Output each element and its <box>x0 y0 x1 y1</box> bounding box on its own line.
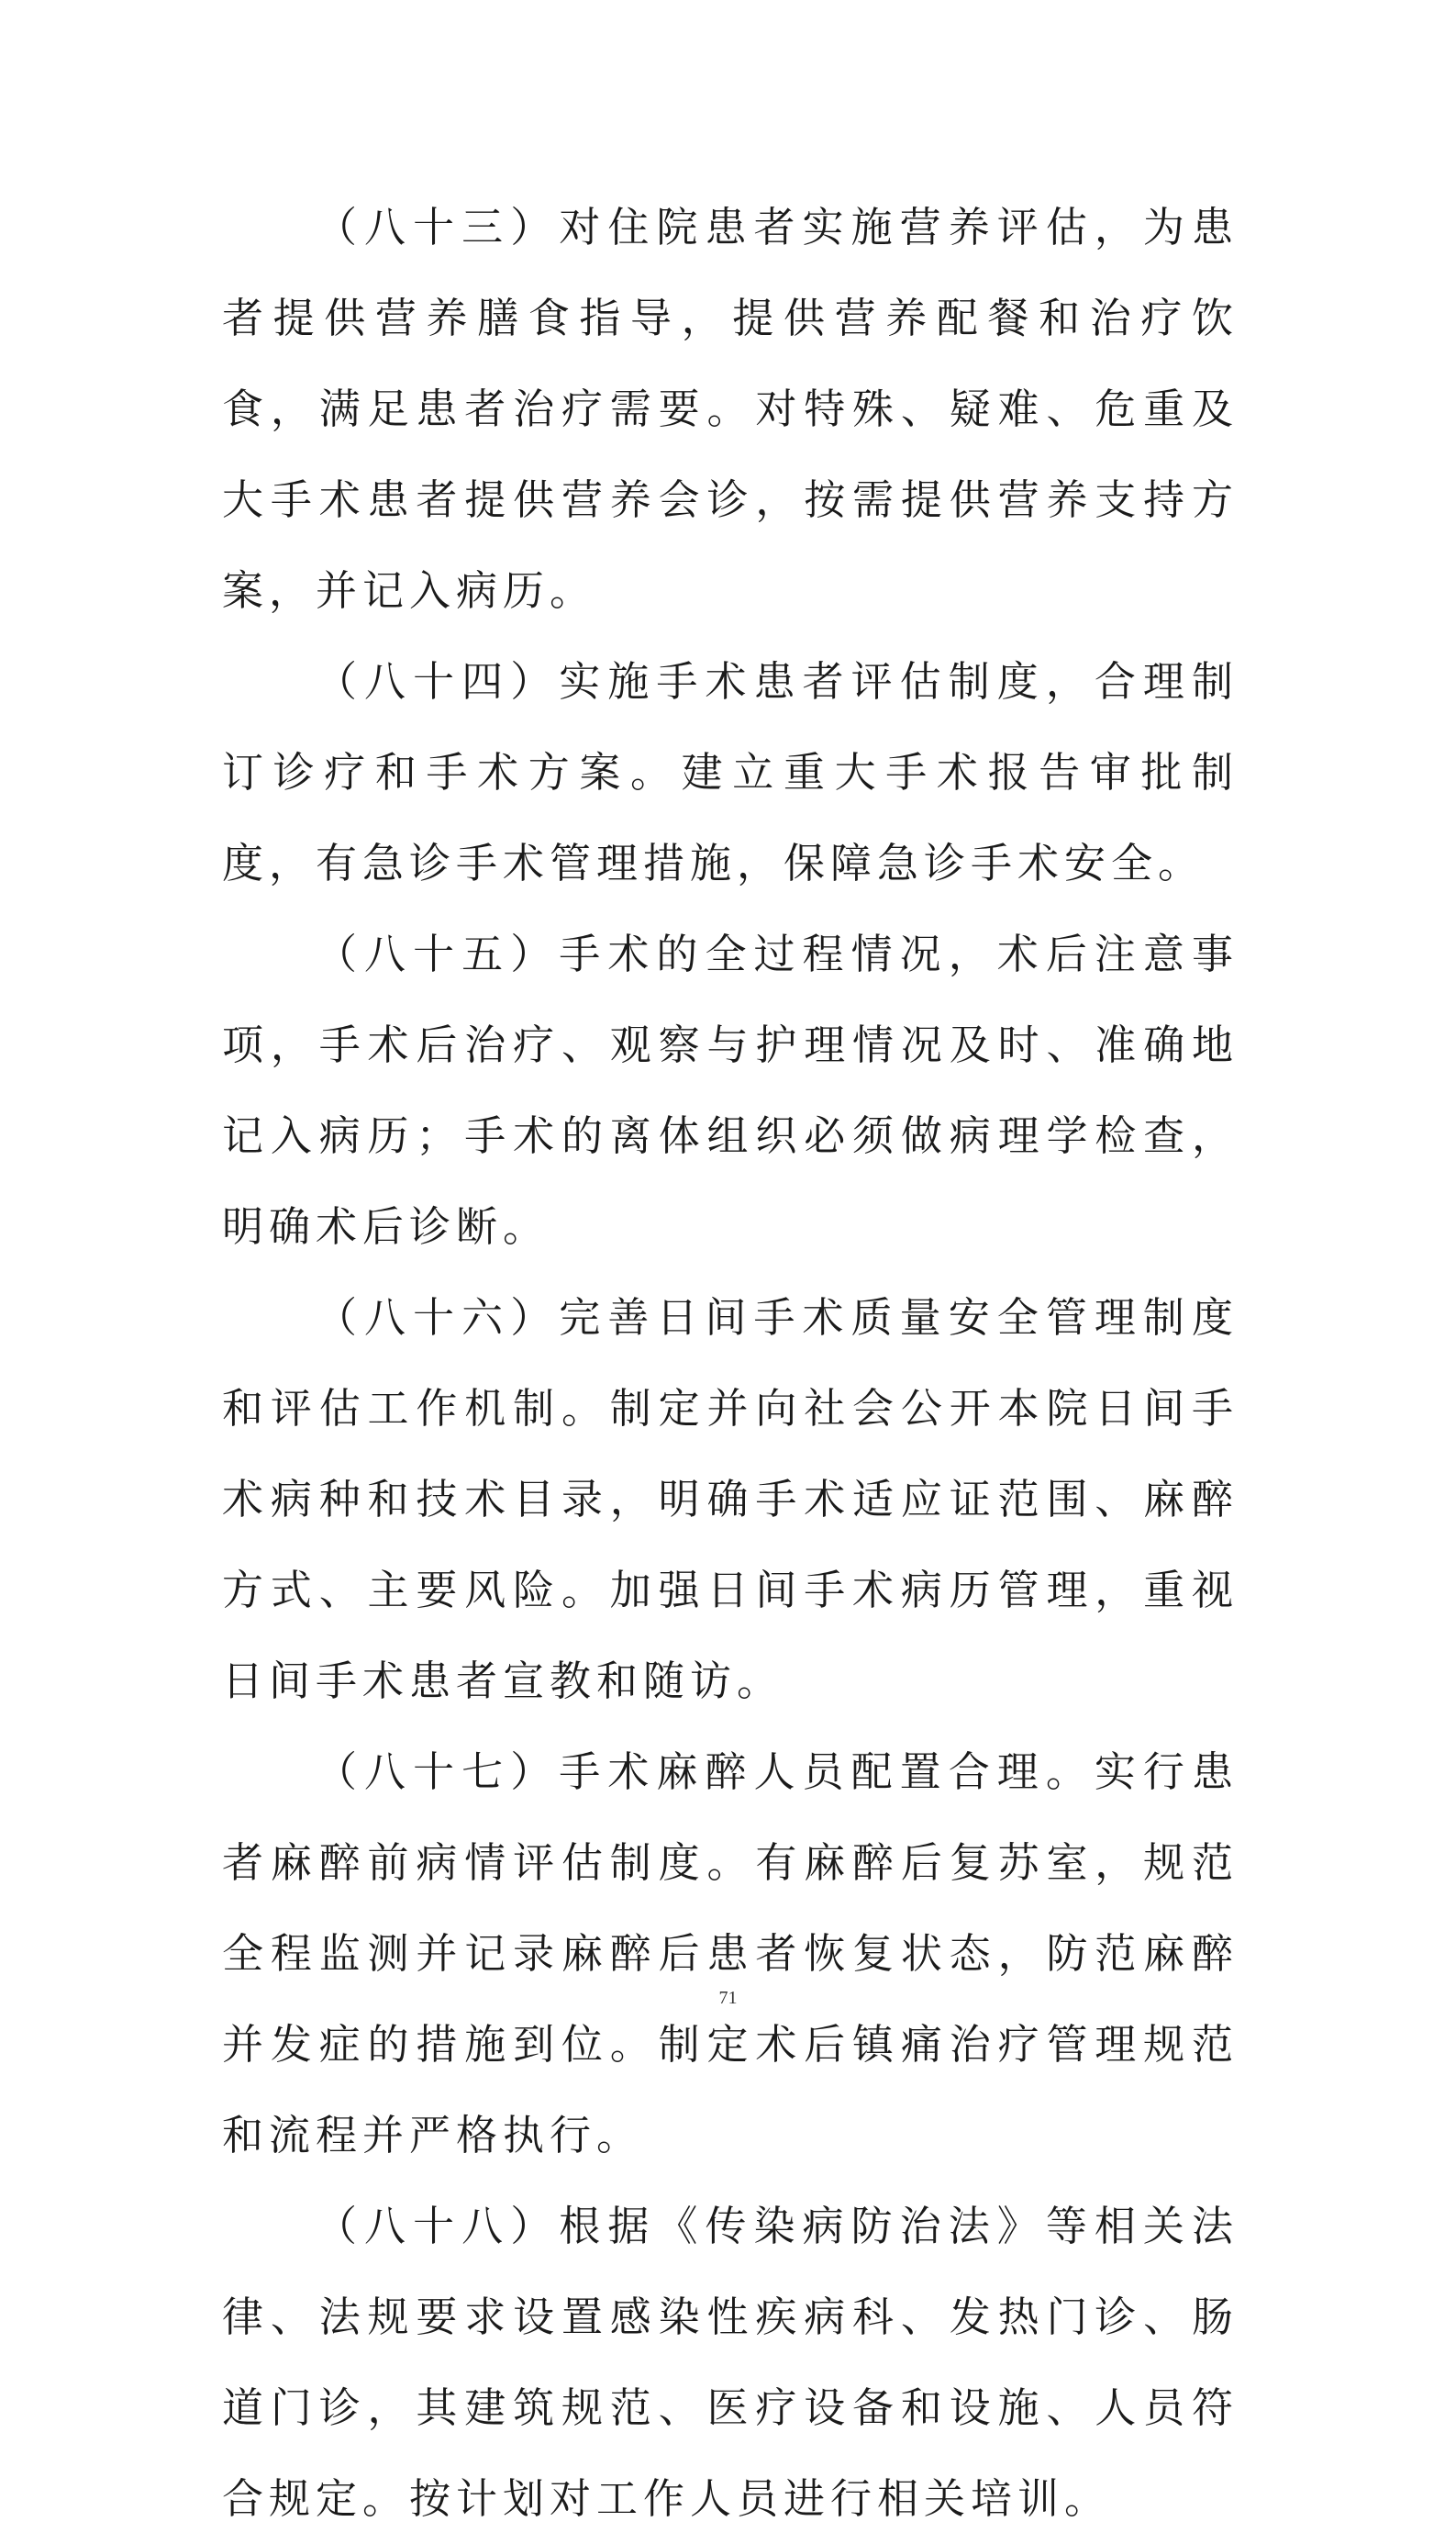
page-number: 71 <box>718 1988 738 2008</box>
document-body <box>222 182 1239 2544</box>
paragraph-88: （八十八）根据《传染病防治法》等相关法律、法规要求设置感染性疾病科、发热门诊、肠道门诊，其建筑规范、医疗设备和设施、人员符合规定。按计划对工作人员进行相关培训。 <box>222 2202 1239 2523</box>
paragraph-86: （八十六）完善日间手术质量安全管理制度和评估工作机制。制定并向社会公开本院日间手术病种和技术目录，明确手术适应证范围、麻醉方式、主要风险。加强日间手术病历管理，重视日间手术患者宣教和随访。 <box>222 1293 1239 1705</box>
paragraph-87: （八十七）手术麻醉人员配置合理。实行患者麻醉前病情评估制度。有麻醉后复苏室，规范全程监测并记录麻醉后患者恢复状态，防范麻醉并发症的措施到位。制定术后镇痛治疗管理规范和流程并严格执行。 <box>222 1747 1239 2159</box>
paragraph-83: （八十三）对住院患者实施营养评估，为患者提供营养膳食指导，提供营养配餐和治疗饮食，满足患者治疗需要。对特殊、疑难、危重及大手术患者提供营养会诊，按需提供营养支持方案，并记入病历。 <box>222 203 1239 615</box>
paragraph-84: （八十四）实施手术患者评估制度，合理制订诊疗和手术方案。建立重大手术报告审批制度，有急诊手术管理措施，保障急诊手术安全。 <box>222 657 1239 887</box>
paragraph-85: （八十五）手术的全过程情况，术后注意事项，手术后治疗、观察与护理情况及时、准确地记入病历；手术的离体组织必须做病理学检查，明确术后诊断。 <box>222 930 1239 1251</box>
